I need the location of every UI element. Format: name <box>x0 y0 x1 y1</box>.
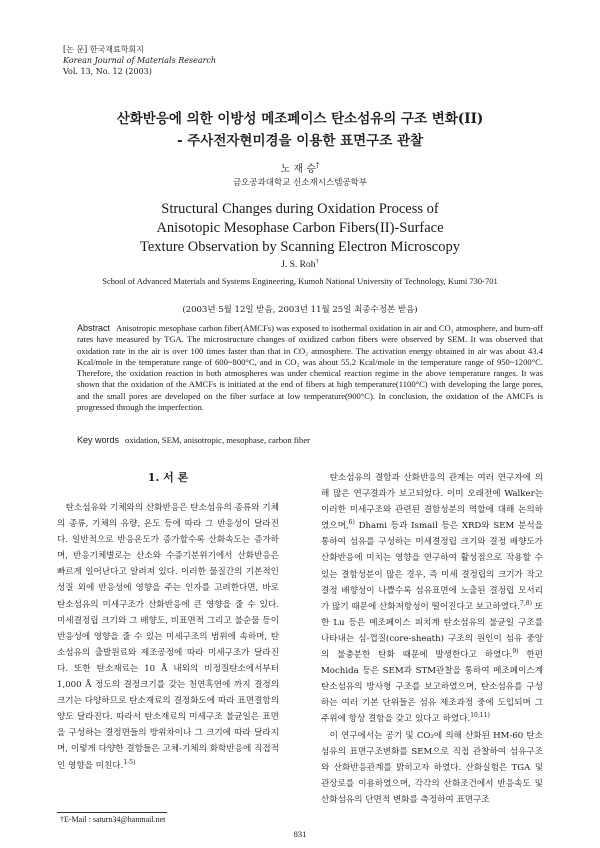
right-paragraph-1-text-c: 또한 Lu 등은 메조페이스 피치계 탄소섬유의 불균일 구조를 나타내는 심-껍질(core-sheath) 구조의 원인이 섬유 중앙의 불충분한 탄화 때문에 발생한다고 하였다. <box>321 601 543 661</box>
ref-9: 9) <box>512 648 519 656</box>
ref-6: 6) <box>348 519 355 527</box>
english-title <box>40 200 560 257</box>
abstract-text: Anisotropic mesophase carbon fiber(AMCFs) was exposed to isothermal oxidation in air and CO₂ atmosphere, and burn-off rates have measured by TGA. The microstructure changes of oxidized carbon fibers were observed by SEM. It was observed that oxidation rate in the air is over 100 times faster than that in CO₂ atmosphere. The activation energy obtained in air was about 43.4 Kcal/mole in the temperature range of 600~800°C, and in CO₂ was about 55.2 Kcal/mole in the temperature range of 950~1200°C. Therefore, the oxidation reaction in both atmospheres was under chemical reaction regime in the above temperature ranges. It was shown that the oxidation of the AMCFs is initiated at the end of fibers at high temperature(1100°C) with developing the large pores, and the small pores are developed on the fiber surface at low temperature(900°C). In conclusion, the oxidation of the AMCFs is progressed through the imperfection. <box>77 323 543 413</box>
ref-10-11: 10,11) <box>470 712 490 720</box>
right-paragraph-1-text-b: Dhami 등과 Ismail 등은 XRD와 SEM 분석을 통하여 섬유를 구성하는 미세결정립 크기와 결정 배향도가 산화반응에 미치는 영향을 연구하여 활성점으로 작용할 수 있는 결함성분이 많은 경우, 즉 미세 결정립의 크기가 작고 결정 배향성이 나쁠수록 섬유표면에 노출된 결정립 모서리가 많기 때문에 산화저항성이 떨어진다고 보고하였다. <box>321 521 543 612</box>
footnote-email: †E-Mail : saturn34@hanmail.net <box>60 815 166 824</box>
english-title-line3: Texture Observation by Scanning Electron Microscopy <box>140 239 460 255</box>
section-heading-introduction: 1. 서 론 <box>147 471 189 484</box>
journal-volume: Vol. 13, No. 12 (2003) <box>63 67 152 76</box>
english-title-line2: Anisotopic Mesophase Carbon Fibers(II)-Surface <box>156 220 444 236</box>
abstract <box>77 323 543 413</box>
keywords-label: Key words <box>77 435 120 445</box>
received-dates: (2003년 5월 12일 받음, 2003년 11월 25일 최종수정본 받음) <box>182 305 418 315</box>
korean-author-name: 노 재 승 <box>280 164 316 175</box>
left-paragraph-1-text: 탄소섬유와 기체와의 산화반응은 탄소섬유의 종류와 기체의 종류, 기체의 유량, 온도 등에 따라 그 반응성이 달라진다. 일반적으로 반응온도가 증가할수록 산화속도는 증가하며, 반응기체별로는 산소와 수증기분위기에서 산화반응은 빠르게 일어난다고 알려져 있다. 이러한 물질간의 기본적인 성질 외에 반응성에 영향을 주는 인자를 고려한다면, 바로 탄소섬유의 미세구조가 산화반응에 큰 영향을 줄 수 있다. 미세결정립 크기와 그 배향도, 비표면적 그리고 불순물 등이 반응성에 영향을 줄 수 있는 미세구조의 범위에 속하며, 탄소섬유의 출발원료와 제조공정에 따라 미세구조가 달라진다. 또한 탄소재료는 10 Å 내외의 비정질탄소에서부터 1,000 Å 정도의 결정크기를 갖는 천연흑연에 까지 결정의 크기는 다양하므로 탄소재료의 결정화도에 따라 표면결함의 양도 달라진다. 따라서 탄소재료의 미세구조 불균일은 표면을 구성하는 결정면들의 방위차이나 그 크기에 따라 달라지며, 이렇게 다양한 결함들은 고체-기체의 화학반응에 직접적인 영향을 미친다. <box>57 503 279 771</box>
journal-header <box>63 44 216 77</box>
keywords-text: oxidation, SEM, anisotropic, mesophase, carbon fiber <box>125 435 310 445</box>
right-paragraph-1-text-d: 한편 Mochida 등은 SEM과 STM관찰을 통하여 메조페이스계 탄소섬유의 방사형 구조를 보고하였으며, 탄소섬유를 구성하는 여러 기본 단위들은 섬유 제조과정 중에 도입되며 그 주위에 항상 결함을 갖고 있다고 하였다. <box>321 650 543 725</box>
english-author-name: J. S. Roh <box>281 260 316 270</box>
korean-title <box>40 108 560 152</box>
keywords <box>77 435 543 445</box>
left-column <box>57 470 279 774</box>
ref-7-8: 7,8) <box>520 599 532 607</box>
korean-title-line2: - 주사전자현미경을 이용한 표면구조 관찰 <box>176 133 424 149</box>
right-paragraph-1-text-a: 탄소섬유의 결함과 산화반응의 관계는 여러 연구자에 의해 많은 연구결과가 보고되었다. 이미 오래전에 Walker는 이러한 미세구조와 관련된 결함성분의 역할에 대해 논의하였으며, <box>321 473 543 532</box>
journal-category: [논 문] 한국재료학회지 <box>63 45 144 54</box>
english-title-line1: Structural Changes during Oxidation Process of <box>161 201 439 217</box>
korean-author-mark: † <box>315 161 320 170</box>
journal-name-en: Korean Journal of Materials Research <box>63 56 217 65</box>
korean-affiliation: 금오공과대학교 신소재시스템공학부 <box>232 178 368 188</box>
english-author-mark: † <box>315 257 319 265</box>
left-paragraph-1 <box>57 500 279 774</box>
right-column <box>321 470 543 808</box>
footnote-divider <box>57 812 167 813</box>
right-paragraph-2: 이 연구에서는 공기 및 CO₂에 의해 산화된 HM-60 탄소섬유의 표면구조변화를 SEM으로 직접 관찰하여 섬유구조와 산화반응관계를 밝히고자 하였다. 산화실험은 TGA 및 관상로를 이용하였으며, 각각의 산화조건에서 반응속도 및 산화섬유의 단면적 변화를 측정하여 표면구조 <box>321 730 543 805</box>
english-affiliation: School of Advanced Materials and Systems Engineering, Kumoh National University of Technology, Kumi 730-701 <box>102 276 498 286</box>
english-author <box>0 257 600 270</box>
page-number: 831 <box>293 829 307 839</box>
ref-1-5: 1-5) <box>123 758 136 766</box>
abstract-label: Abstract <box>77 323 111 333</box>
korean-title-line1: 산화반응에 의한 이방성 메조페이스 탄소섬유의 구조 변화(II) <box>116 111 484 127</box>
korean-author <box>0 160 600 175</box>
right-paragraph-1 <box>321 470 543 728</box>
